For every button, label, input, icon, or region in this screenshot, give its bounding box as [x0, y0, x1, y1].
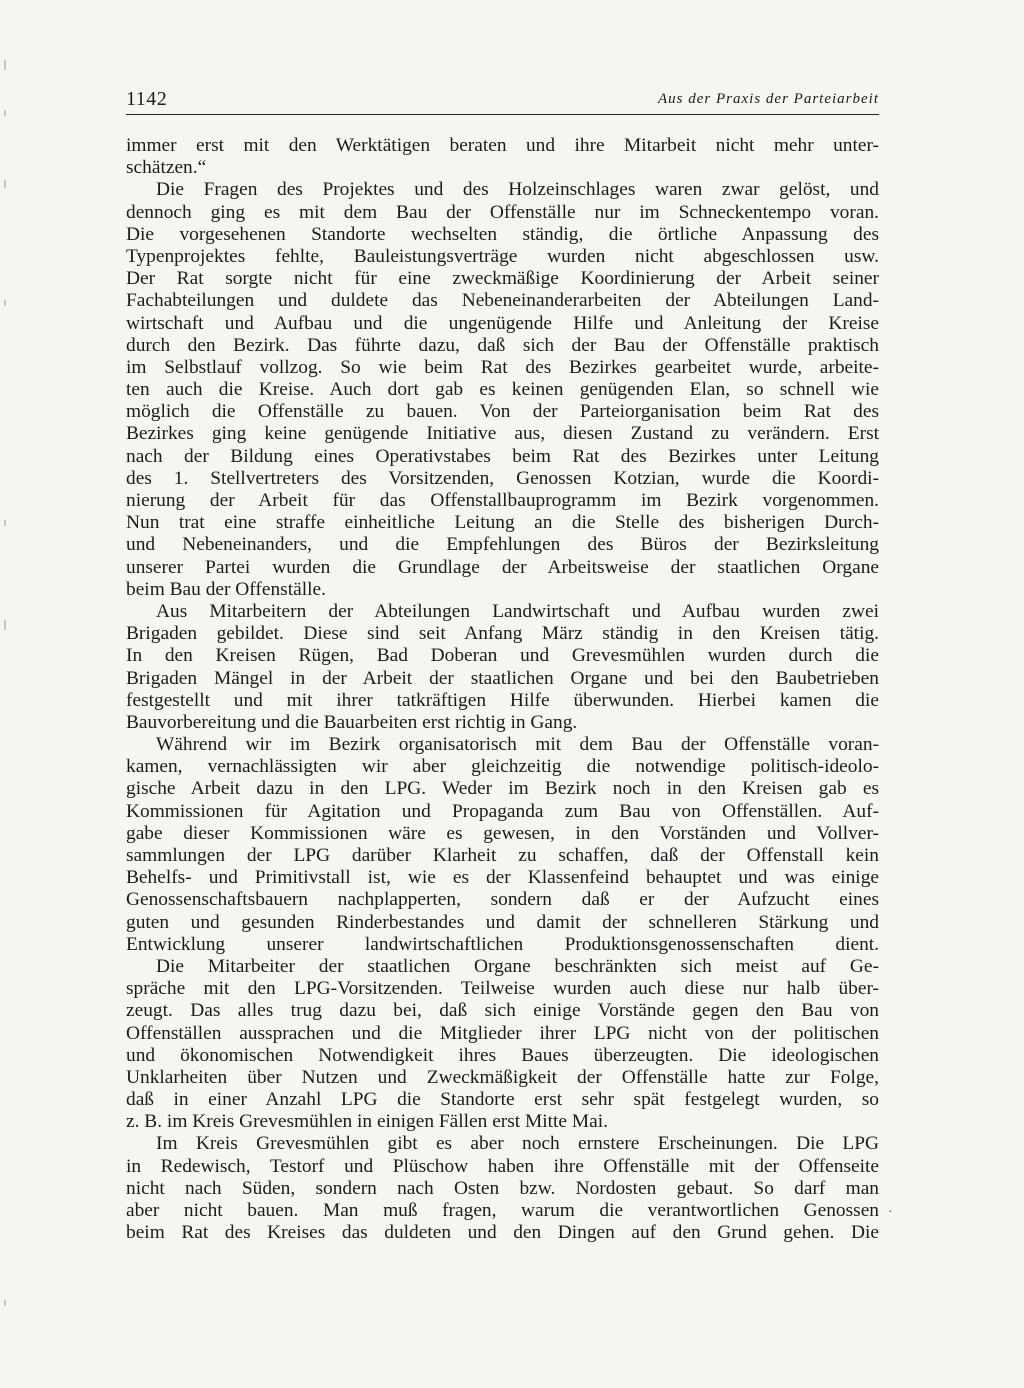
- scan-edge-mark: [4, 1300, 6, 1306]
- text-line: im Selbstlauf vollzog. So wie beim Rat des Bezirkes gearbeitet wurde, arbeite-: [126, 356, 879, 378]
- scan-edge-mark: [4, 180, 6, 188]
- running-header: [126, 88, 879, 115]
- text-line: Bezirkes ging keine genügende Initiative aus, diesen Zustand zu verändern. Erst: [126, 423, 879, 445]
- text-line: gabe dieser Kommissionen wäre es gewesen, in den Vorständen und Vollver-: [126, 822, 879, 844]
- text-line: möglich die Offenställe zu bauen. Von der Parteiorganisation beim Rat des: [126, 401, 879, 423]
- text-line: dennoch ging es mit dem Bau der Offenställe nur im Schneckentempo voran.: [126, 201, 879, 223]
- scan-edge-mark: [4, 300, 6, 306]
- text-line: Während wir im Bezirk organisatorisch mit dem Bau der Offenställe voran-: [156, 734, 879, 756]
- scan-edge-mark: [4, 520, 6, 526]
- text-line: beim Rat des Kreises das duldeten und den Dingen auf den Grund gehen. Die: [126, 1222, 879, 1244]
- text-line: Entwicklung unserer landwirtschaftlichen Produktionsgenossenschaften dient.: [126, 933, 879, 955]
- text-line: aber nicht bauen. Man muß fragen, warum die verantwortlichen Genossen: [126, 1200, 879, 1221]
- text-line: Offenställen aussprachen und die Mitglieder ihrer LPG nicht von der politischen: [126, 1022, 879, 1044]
- text-line: daß in einer Anzahl LPG die Standorte erst sehr spät festgelegt wurden, so: [126, 1089, 879, 1111]
- text-line: nach der Bildung eines Operativstabes beim Rat des Bezirkes unter Leitung: [126, 445, 879, 467]
- text-line: Fachabteilungen und duldete das Nebeneinanderarbeiten der Abteilungen Land-: [126, 290, 879, 312]
- text-line: Brigaden gebildet. Diese sind seit Anfang März ständig in den Kreisen tätig.: [126, 623, 879, 645]
- text-line: zeugt. Das alles trug dazu bei, daß sich einige Vorstände gegen den Bau von: [126, 1000, 879, 1022]
- text-line: durch den Bezirk. Das führte dazu, daß sich der Bau der Offenställe praktisch: [126, 334, 879, 356]
- text-line: Die Fragen des Projektes und des Holzeinschlages waren zwar gelöst, und: [156, 179, 879, 201]
- text-line: Genossenschaftsbauern nachplapperten, sondern daß er der Aufzucht eines: [126, 889, 879, 911]
- text-line: guten und gesunden Rinderbestandes und damit der schnelleren Stärkung und: [126, 911, 879, 933]
- text-line: Behelfs- und Primitivstall ist, wie es der Klassenfeind behauptet und was einige: [126, 867, 879, 889]
- text-line: Aus Mitarbeitern der Abteilungen Landwirtschaft und Aufbau wurden zwei: [156, 600, 879, 622]
- text-line: schätzen.“: [126, 157, 207, 179]
- text-line: und ökonomischen Notwendigkeit ihres Baues überzeugten. Die ideologischen: [126, 1044, 879, 1066]
- text-line: Typenprojektes fehlte, Bauleistungsverträge wurden nicht abgeschlossen usw.: [126, 245, 879, 267]
- text-line: und Nebeneinanders, und die Empfehlungen des Büros der Bezirksleitung: [126, 534, 879, 556]
- scan-edge-mark: [4, 620, 6, 630]
- text-line: Brigaden Mängel in der Arbeit der staatlichen Organe und bei den Baubetrieben: [126, 667, 879, 689]
- text-line: spräche mit den LPG-Vorsitzenden. Teilweise wurden auch diese nur halb über-: [126, 978, 879, 1000]
- body-text: [126, 135, 879, 1267]
- text-line: immer erst mit den Werktätigen beraten und ihre Mitarbeit nicht mehr unter-: [126, 135, 879, 156]
- text-line: Nun trat eine straffe einheitliche Leitung an die Stelle des bisherigen Durch-: [126, 512, 879, 534]
- text-line: Unklarheiten über Nutzen und Zweckmäßigkeit der Offenställe hatte zur Folge,: [126, 1066, 879, 1088]
- text-line: gische Arbeit dazu in den LPG. Weder im Bezirk noch in den Kreisen gab es: [126, 778, 879, 800]
- text-line: Kommissionen für Agitation und Propaganda zum Bau von Offenställen. Auf-: [126, 800, 879, 822]
- text-line: unserer Partei wurden die Grundlage der Arbeitsweise der staatlichen Organe: [126, 556, 879, 578]
- text-line: ten auch die Kreise. Auch dort gab es keinen genügenden Elan, so schnell wie: [126, 379, 879, 401]
- text-line: wirtschaft und Aufbau und die ungenügende Hilfe und Anleitung der Kreise: [126, 312, 879, 334]
- page-number: 1142: [126, 88, 168, 110]
- text-line: [126, 1244, 879, 1266]
- text-line: Die vorgesehenen Standorte wechselten ständig, die örtliche Anpassung des: [126, 223, 879, 245]
- text-line: kamen, vernachlässigten wir aber gleichzeitig die notwendige politisch-ideolo-: [126, 756, 879, 778]
- section-title: Aus der Praxis der Parteiarbeit: [658, 91, 879, 107]
- text-line: des 1. Stellvertreters des Vorsitzenden, Genossen Kotzian, wurde die Koordi-: [126, 467, 879, 489]
- text-line: in Redewisch, Testorf und Plüschow haben ihre Offenställe mit der Offenseite: [126, 1155, 879, 1177]
- text-line: Die Mitarbeiter der staatlichen Organe beschränkten sich meist auf Ge-: [156, 955, 879, 977]
- text-line: Der Rat sorgte nicht für eine zweckmäßige Koordinierung der Arbeit seiner: [126, 268, 879, 290]
- text-line: z. B. im Kreis Grevesmühlen in einigen Fällen erst Mitte Mai.: [126, 1111, 608, 1133]
- text-line: nierung der Arbeit für das Offenstallbauprogramm im Bezirk vorgenommen.: [126, 490, 879, 511]
- text-line: Im Kreis Grevesmühlen gibt es aber noch ernstere Erscheinungen. Die LPG: [156, 1133, 879, 1155]
- stray-ink-mark: ·: [888, 1205, 893, 1220]
- text-line: nicht nach Süden, sondern nach Osten bzw. Nordosten gebaut. So darf man: [126, 1177, 879, 1199]
- text-line: Bauvorbereitung und die Bauarbeiten erst richtig in Gang.: [126, 711, 578, 733]
- text-line: In den Kreisen Rügen, Bad Doberan und Grevesmühlen wurden durch die: [126, 645, 879, 667]
- text-line: beim Bau der Offenställe.: [126, 578, 326, 600]
- scan-edge-mark: [4, 110, 6, 116]
- text-line: sammlungen der LPG darüber Klarheit zu schaffen, daß der Offenstall kein: [126, 845, 879, 866]
- text-line: festgestellt und mit ihrer tatkräftigen Hilfe überwunden. Hierbei kamen die: [126, 689, 879, 711]
- scan-edge-mark: [4, 60, 6, 70]
